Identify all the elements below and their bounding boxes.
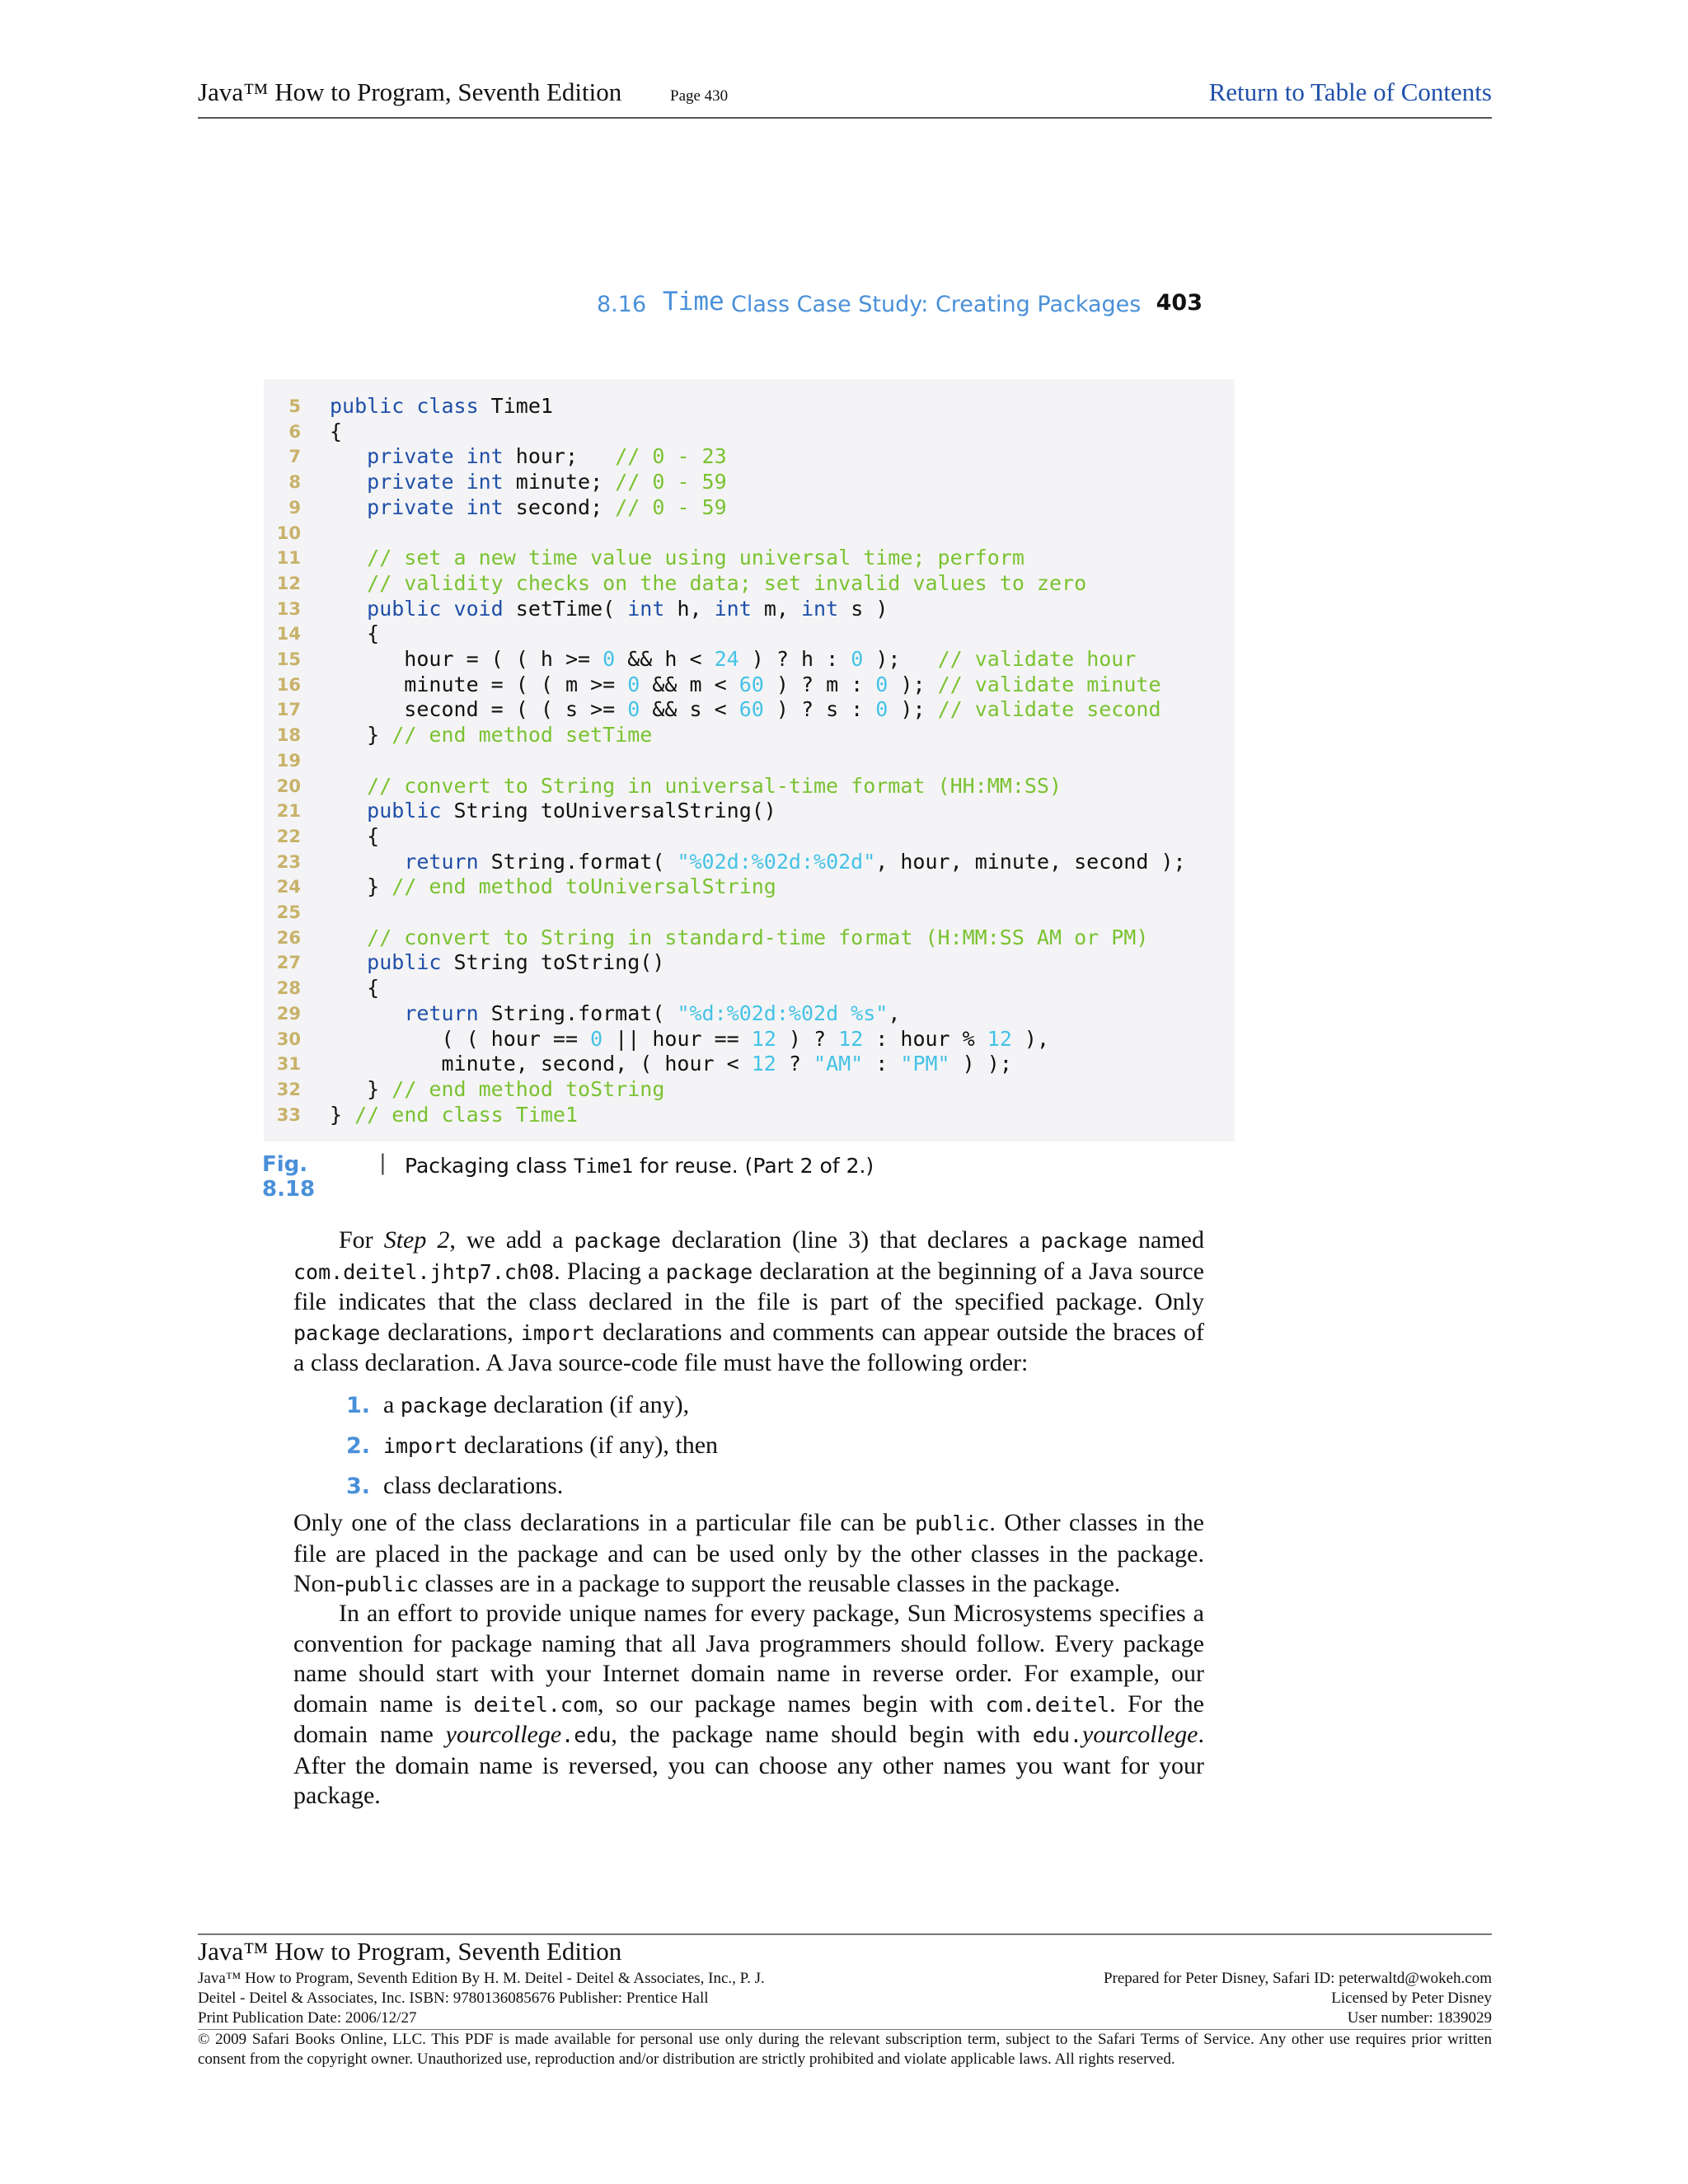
code-line [264,419,1235,444]
code-token: } [330,1076,392,1101]
text-run: . For the domain name [293,1690,1204,1748]
code-token [330,1001,404,1025]
line-number: 19 [276,750,301,771]
line-number: 33 [276,1104,301,1125]
code-text [330,470,727,494]
text-run: declaration at the beginning of a Java source file indicates that the class declared in the file is part of the specified package. Only [293,1257,1204,1315]
code-text [330,444,727,469]
code-token: minute = ( ( m >= [330,672,628,696]
page-header [198,76,1492,119]
code-line [264,774,1235,799]
code-token: && m < [640,672,739,696]
page-footer [198,1933,1492,2068]
code-line [264,1052,1235,1076]
toc-link[interactable]: Return to Table of Contents [1208,77,1492,106]
code-line [264,723,1235,748]
code-token: } [330,1102,355,1127]
code-token: } [330,723,392,748]
inline-code: import [520,1320,596,1345]
inline-code: public [344,1572,419,1596]
code-token [330,571,367,595]
text-run: declarations (if any), then [457,1432,719,1459]
paragraph-naming-convention [293,1599,1204,1811]
code-token: s ) [851,596,889,621]
code-text [330,950,664,975]
code-text [330,774,1062,799]
code-token: 12 [751,1052,776,1076]
code-text [330,647,1136,672]
code-token: ); [863,647,938,671]
code-token: int [801,596,851,621]
code-line [264,824,1235,849]
code-token [330,495,367,519]
code-token: // validate minute [937,672,1161,696]
code-text [330,495,727,520]
code-token: ? [776,1052,814,1076]
text-run: yourcollege [1082,1721,1198,1748]
header-book-title: Java™ How to Program, Seventh Edition [198,77,622,106]
code-text [330,597,888,621]
code-line [264,697,1235,722]
code-text [330,571,1086,596]
code-token: , hour, minute, second ); [875,849,1186,874]
caption-post: for reuse. (Part 2 of 2.) [633,1154,874,1178]
code-token: { [330,621,380,646]
code-token: ) ? [776,1026,839,1051]
list-number: 2. [346,1433,371,1459]
code-token: public class [330,394,491,418]
code-token: { [330,419,343,443]
code-token: } [330,874,392,899]
code-token: // 0 - 59 [615,494,727,519]
caption-pre: Packaging class [405,1154,574,1178]
text-run: , so our package names begin with [598,1690,986,1718]
code-token: public void [367,596,516,621]
inline-code: package [1040,1229,1128,1253]
line-number: 20 [276,776,301,796]
text-run: declaration (if any), [487,1391,690,1418]
line-number: 13 [276,598,301,619]
list-item [346,1432,718,1460]
code-line [264,1103,1235,1127]
code-token: && s < [640,697,739,722]
code-token [330,774,367,798]
code-token: , [888,1001,901,1025]
code-token: String toUniversalString() [453,799,776,823]
inline-code: edu. [1032,1723,1082,1747]
code-text [330,1077,664,1102]
code-token: m, [763,596,801,621]
figure-caption-text [405,1154,874,1178]
code-token: // validity checks on the data; set invalid values to zero [367,570,1087,595]
code-token: // convert to String in universal-time format (HH:MM:SS) [367,773,1062,798]
code-line [264,647,1235,672]
text-run: a [383,1391,401,1418]
code-token: String.format( [490,849,678,874]
code-token: 0 [875,697,889,722]
line-number: 17 [276,700,301,720]
code-token [330,470,367,494]
code-text [330,419,342,444]
inline-code: com.deitel.jhtp7.ch08 [293,1259,555,1284]
code-token: minute, second, ( hour < [330,1052,752,1076]
code-token [330,597,367,621]
text-run: Only one of the class declarations in a particular file can be [293,1509,916,1536]
code-text [330,1027,1049,1052]
code-line [264,926,1235,950]
code-token [330,950,367,974]
code-token: private int [367,494,516,519]
code-line [264,1027,1235,1052]
code-token: 0 [603,647,616,671]
footer-license-line-3: User number: 1839029 [1347,2009,1492,2027]
code-text [330,799,776,823]
line-number: 15 [276,649,301,669]
list-number: 1. [346,1393,371,1418]
caption-code: Time1 [573,1155,634,1178]
line-number: 21 [276,801,301,822]
line-number: 32 [276,1079,301,1099]
code-line [264,874,1235,899]
inline-code: package [574,1229,661,1253]
line-number: 16 [276,674,301,695]
code-token: ); [888,672,938,696]
code-token: setTime( [515,596,628,621]
code-text [330,874,776,899]
code-text [330,697,1161,722]
code-token: // 0 - 23 [615,444,727,469]
list-item [346,1391,689,1419]
code-line [264,850,1235,874]
list-number: 3. [346,1474,371,1499]
line-number: 30 [276,1029,301,1049]
code-line [264,470,1235,494]
code-token: 24 [714,647,739,671]
code-token: 60 [738,697,764,722]
code-line [264,495,1235,520]
code-token: // end method setTime [392,723,653,748]
code-line [264,900,1235,925]
page-number: 403 [1156,290,1203,316]
code-text [330,621,379,646]
text-run: . Placing a [554,1257,666,1285]
inline-code: package [293,1320,381,1345]
figure-separator: | [379,1151,387,1175]
code-token: ); [888,697,938,722]
section-number: 8.16 [597,292,647,317]
code-token: String.format( [490,1001,678,1025]
line-number: 28 [276,978,301,999]
code-token: 0 [590,1026,603,1051]
code-line [264,1001,1235,1026]
text-run: . After the domain name is reversed, you can choose any other names you want for your package. [293,1721,1204,1809]
figure-number: Fig. 8.18 [262,1152,316,1202]
running-head [597,287,1203,325]
line-number: 23 [276,851,301,872]
code-line [264,546,1235,570]
footer-citation-line-1: Java™ How to Program, Seventh Edition By H. M. Deitel - Deitel & Associates, Inc., P. J. [198,1970,765,1987]
code-token: { [330,823,380,848]
inline-code: package [400,1394,488,1418]
line-number: 27 [276,953,301,973]
text-run: declaration (line 3) that declares a [660,1226,1041,1254]
inline-code: import [383,1434,458,1458]
paragraph-step2 [293,1226,1204,1379]
code-token: public [367,799,454,823]
inline-code: com.deitel [985,1692,1110,1717]
code-token: : [863,1052,901,1076]
line-number: 7 [288,447,301,467]
line-number: 26 [276,927,301,948]
code-token: public [367,950,454,975]
text-run: declarations, [380,1318,521,1346]
inline-code: package [665,1259,753,1284]
code-token: // end method toUniversalString [392,874,776,899]
code-token: "AM" [814,1052,864,1076]
code-token [330,546,367,569]
code-token: // convert to String in standard-time format (H:MM:SS AM or PM) [367,925,1149,949]
footer-book-title: Java™ How to Program, Seventh Edition [198,1937,622,1966]
code-token: ( ( hour == [330,1026,591,1051]
code-token: private int [367,444,516,469]
code-token: || hour == [603,1026,752,1051]
code-token: // end method toString [392,1076,665,1101]
code-line [264,976,1235,1001]
section-title: Class Case Study: Creating Packages [731,292,1142,317]
text-run: classes are in a package to support the reusable classes in the package. [418,1570,1121,1597]
code-token: ) ? s : [763,697,876,722]
footer-license-line-1: Prepared for Peter Disney, Safari ID: peterwaltd@wokeh.com [1103,1970,1492,1987]
code-token: int [627,596,678,621]
code-token: ), [1011,1026,1050,1051]
code-token: 60 [738,672,764,696]
code-token: "%02d:%02d:%02d" [677,849,876,874]
code-line [264,597,1235,621]
code-token: ) ? h : [738,647,851,671]
code-token: ) ); [950,1052,1012,1076]
line-number: 22 [276,826,301,846]
text-run: yourcollege [445,1721,562,1748]
line-number: 9 [288,497,301,518]
code-token: hour; [515,444,616,469]
code-token: int [714,596,764,621]
code-token: 12 [838,1026,864,1051]
code-token: second = ( ( s >= [330,697,628,722]
code-token: // set a new time value using universal time; perform [367,546,1025,570]
code-token: private int [367,470,516,494]
text-run: class declarations. [383,1472,564,1499]
footer-license-line-2: Licensed by Peter Disney [1331,1990,1492,2007]
code-token [330,799,367,823]
text-run: , we add a [449,1226,574,1254]
text-run: For [339,1226,384,1254]
line-number: 31 [276,1054,301,1075]
code-text [330,673,1161,697]
code-text [330,1103,578,1127]
text-run: In an effort to provide unique names for every package, Sun Microsystems specifies a convention for package naming that all Java programmers should follow. Every package name should start with your Internet domain name in reverse order. For example, our domain name is [293,1600,1204,1718]
code-text [330,394,553,419]
code-token [330,444,367,468]
code-token: Time1 [490,394,553,418]
code-line [264,394,1235,419]
code-token: 12 [751,1026,776,1051]
code-text [330,824,379,849]
text-run: , the package name should begin with [611,1721,1033,1748]
line-number: 11 [276,548,301,569]
code-token: && h < [615,647,715,671]
footer-citation-line-3: Print Publication Date: 2006/12/27 [198,2009,417,2027]
code-text [330,926,1148,950]
code-token: 0 [627,672,640,696]
code-token: 12 [987,1026,1012,1051]
code-token: : hour % [863,1026,987,1051]
code-token: return [404,849,491,874]
list-text [383,1472,563,1499]
section-class-name: Time [663,287,724,316]
code-line [264,799,1235,823]
code-line [264,748,1235,773]
code-text [330,546,1025,570]
code-text [330,1001,900,1026]
code-token [330,850,404,874]
line-number: 24 [276,877,301,898]
code-token: // end class Time1 [354,1102,579,1127]
line-number: 12 [276,573,301,593]
text-run: Step 2 [383,1226,450,1254]
code-token: minute; [515,470,616,494]
code-token: 0 [627,697,640,722]
code-listing [264,379,1235,1141]
code-text [330,723,652,748]
code-token: second; [515,494,616,519]
code-line [264,950,1235,975]
code-line [264,571,1235,596]
code-token: 0 [851,647,864,671]
code-token: // 0 - 59 [615,470,727,494]
code-token: String toString() [453,950,665,975]
line-number: 5 [288,396,301,416]
text-run: . Other classes in the file are placed in the package and can be used only by the other classes in the package. Non- [293,1509,1204,1597]
list-text [383,1432,718,1459]
code-token: h, [677,596,715,621]
footer-copyright: © 2009 Safari Books Online, LLC. This PDF is made available for personal use only during the relevant subscription term, subject to the Safari Terms of Service. Any other use requires prior written consent from the copyright owner. Unauthorized use, reproduction and/or distribution are strictly prohibited and violate applicable laws. All rights reserved. [198,2031,1492,2068]
code-token: 0 [875,672,889,696]
text-run: named [1128,1226,1204,1254]
list-item [346,1472,563,1500]
code-line [264,1077,1235,1102]
paragraph-public-classes [293,1508,1204,1601]
inline-code: .edu [561,1723,612,1747]
inline-code: public [915,1511,990,1535]
header-page-label: Page 430 [670,87,729,105]
footer-citation-line-2: Deitel - Deitel & Associates, Inc. ISBN: 9780136085676 Publisher: Prentice Hall [198,1990,709,2007]
code-token: ) ? m : [763,672,876,696]
line-number: 6 [288,421,301,442]
line-number: 25 [276,902,301,922]
text-run: declarations and comments can appear outside the braces of a class declaration. A Java source-code file must have the following order: [293,1318,1204,1376]
line-number: 10 [276,523,301,543]
code-token: hour = ( ( h >= [330,647,603,671]
code-text [330,850,1186,874]
code-line [264,521,1235,546]
code-line [264,444,1235,469]
code-token: { [330,976,380,1001]
line-number: 18 [276,725,301,746]
line-number: 29 [276,1003,301,1024]
code-token: return [404,1001,491,1025]
inline-code: deitel.com [473,1692,598,1717]
code-text [330,1052,1012,1076]
code-token [330,926,367,949]
code-token: "PM" [900,1052,950,1076]
line-number: 14 [276,624,301,644]
code-token: "%d:%02d:%02d %s" [677,1001,889,1025]
code-line [264,621,1235,646]
code-text [330,976,379,1001]
code-line [264,673,1235,697]
line-number: 8 [288,472,301,493]
list-text [383,1391,689,1418]
code-token: // validate hour [937,647,1137,671]
code-token: // validate second [937,697,1161,722]
